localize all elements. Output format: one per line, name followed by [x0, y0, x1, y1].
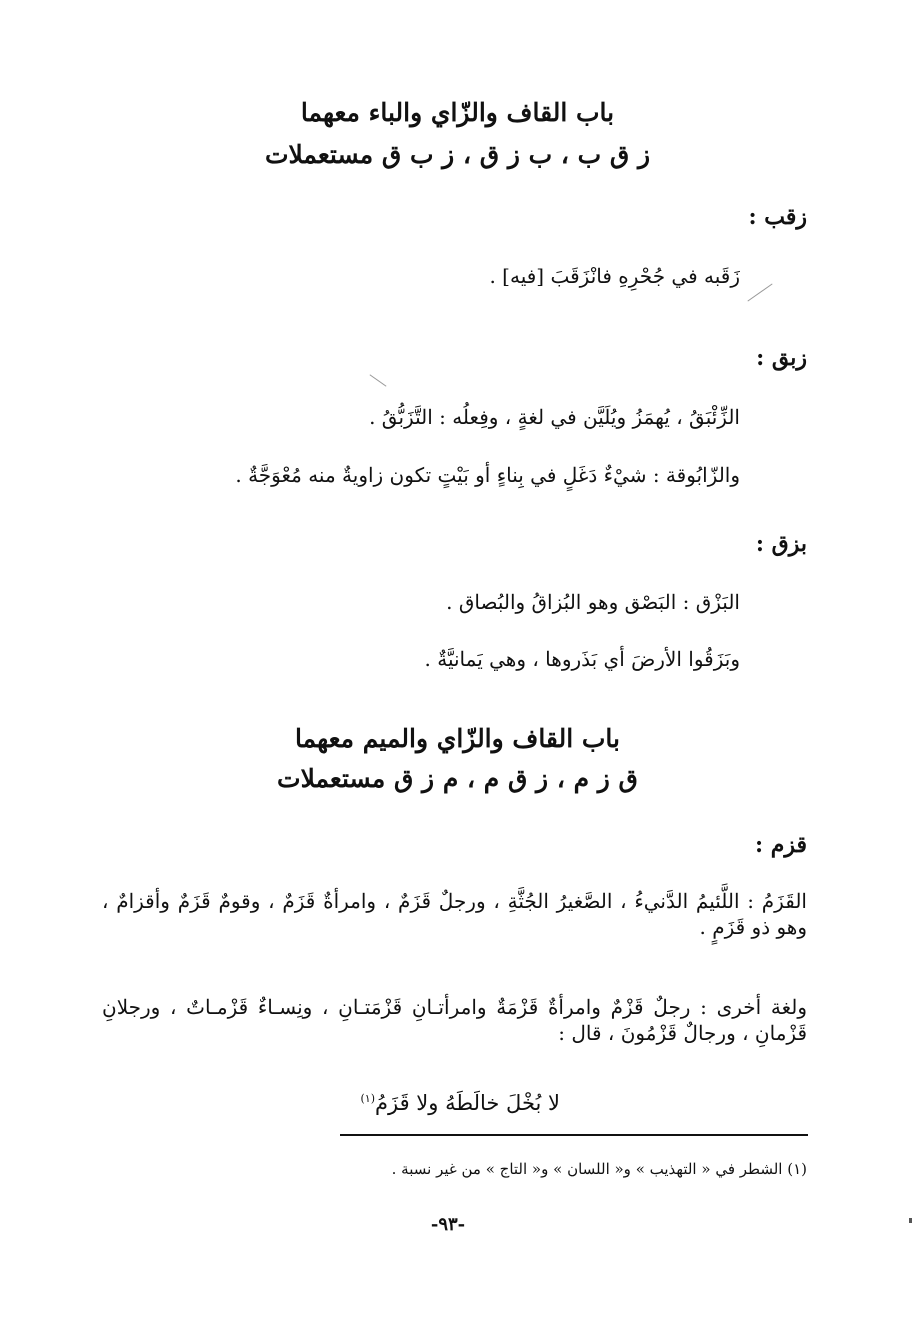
- root-heading-qzm: قزم :: [754, 832, 807, 858]
- entry-paragraph: القَزَمُ : اللَّئيمُ الدَّنيءُ ، الصَّغيرُ الجُثَّةِ ، ورجلٌ قَزَمٌ ، وامرأةٌ قَزَمٌ ، وقومٌ قَزَمٌ وأقزامٌ ، وهو ذو قَزَمٍ .: [102, 889, 807, 939]
- poetry-verse: [360, 1090, 560, 1117]
- root-heading-bzq: بزق :: [755, 531, 807, 557]
- section-title-2: باب القاف والزّاي والميم معهما: [295, 724, 620, 753]
- section-subtitle-2: ق ز م ، ز ق م ، م ز ق مستعملات: [277, 764, 638, 793]
- root-heading-zqb: زقب :: [748, 204, 807, 230]
- footnote-reference: (١): [360, 1092, 375, 1105]
- entry-line: والزّابُوقة : شيْءٌ دَغَلٍ في بِناءٍ أو بَيْتٍ تكون زاويةٌ منه مُعْوَجَّةٌ .: [235, 463, 740, 487]
- footnote: (١) الشطر في « التهذيب » و« اللسان » و« التاج » من غير نسبة .: [391, 1160, 807, 1178]
- root-heading-zbq: زبق :: [756, 345, 807, 371]
- page-number: -٩٣-: [430, 1214, 466, 1235]
- entry-line: زَقَبه في جُحْرِهِ فانْزَقَبَ [فيه] .: [489, 264, 740, 288]
- scan-mark: [370, 374, 387, 386]
- section-title-1: باب القاف والزّاي والباء معهما: [300, 98, 615, 127]
- entry-line: الزِّئْبَقُ ، يُهمَزُ ويُلَيَّن في لغةٍ ، وفِعلُه : التَّزَبُّقُ .: [369, 405, 740, 429]
- entry-line: وبَزَقُوا الأرضَ أي بَذَروها ، وهي يَمانيَّةٌ .: [424, 647, 740, 671]
- section-subtitle-1: ز ق ب ، ب ز ق ، ز ب ق مستعملات: [264, 140, 651, 169]
- footnote-separator: [340, 1134, 808, 1136]
- entry-paragraph: ولغة أخرى : رجلٌ قَزْمٌ وامرأةٌ قَزْمَةٌ وامرأتـانِ قَزْمَتـانِ ، ونِسـاءٌ قَزْمـاتٌ ، ورجلانِ قَزْمانِ ، ورجالٌ قَزْمُونَ ، قال :: [102, 995, 807, 1045]
- scan-mark: [909, 1218, 912, 1223]
- verse-text: لا بُخْلَ خالَطَهُ ولا قَزَمُ: [375, 1091, 560, 1115]
- entry-line: البَزْق : البَصْق وهو البُزاقُ والبُصاق .: [446, 590, 740, 614]
- scan-mark: [747, 283, 772, 301]
